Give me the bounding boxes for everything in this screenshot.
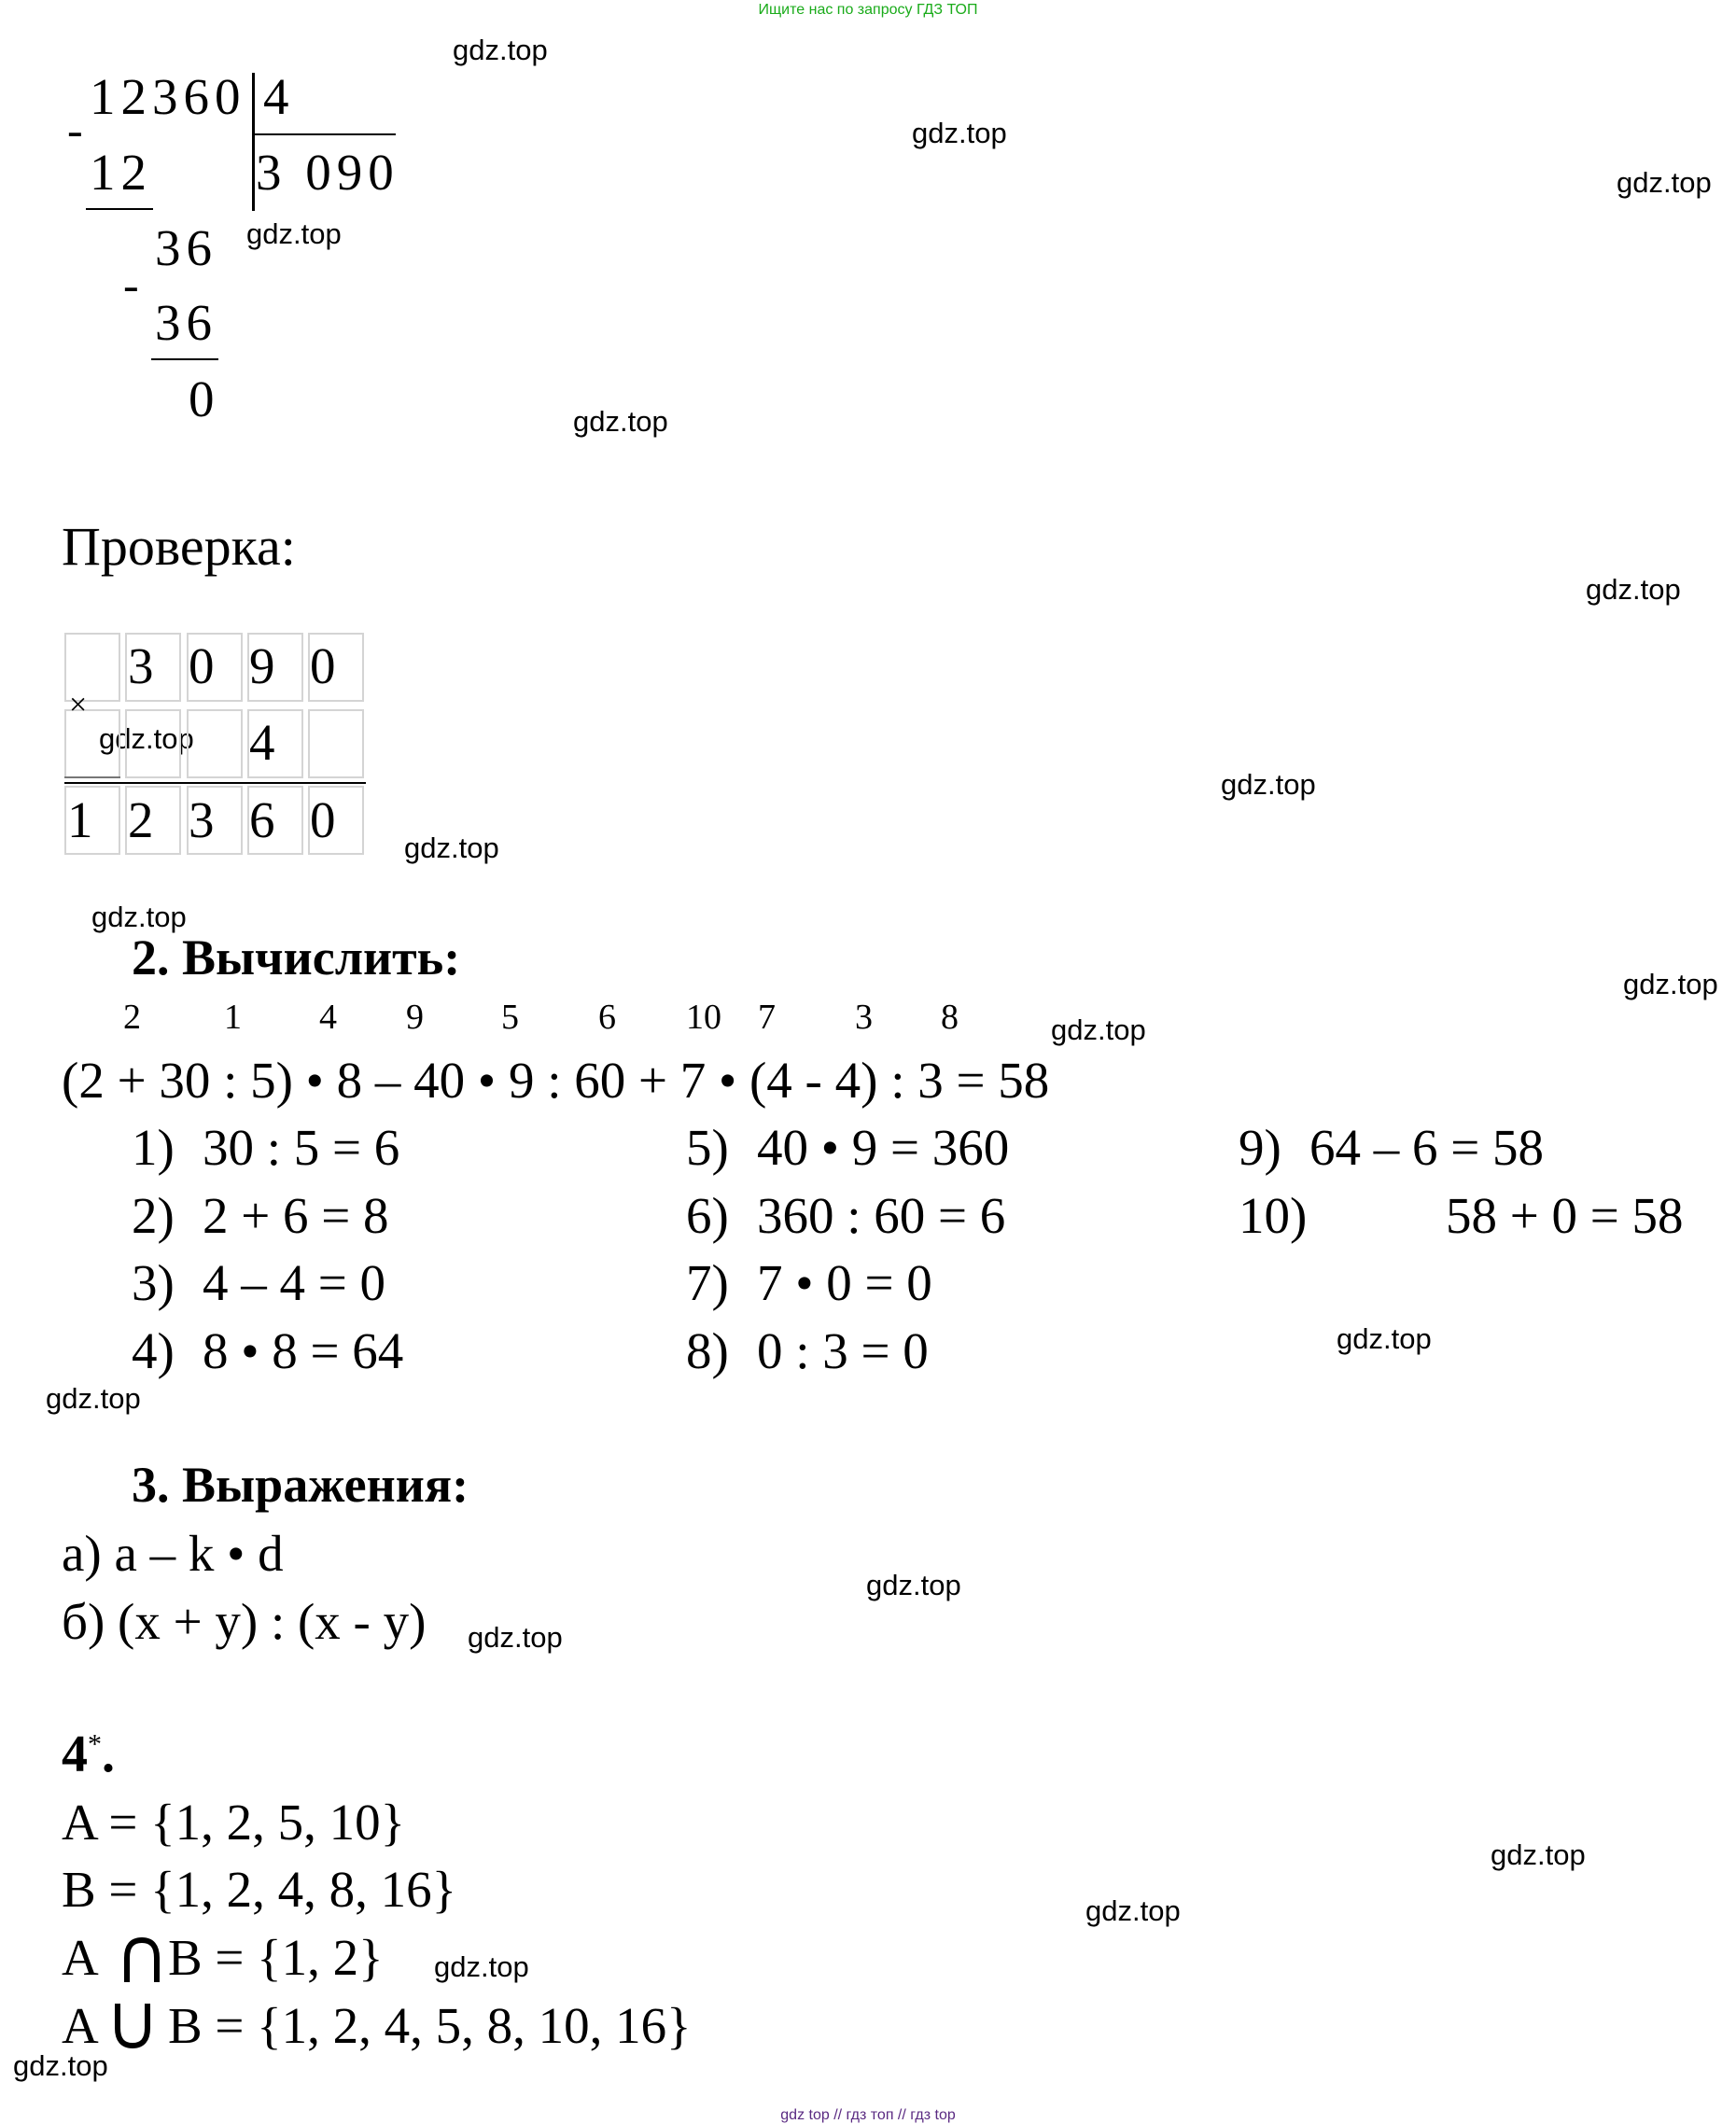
step-equation: 4 – 4 = 0: [203, 1254, 386, 1311]
watermark: gdz.top: [1491, 1838, 1586, 1871]
watermark: gdz.top: [866, 1569, 961, 1601]
grid-digit: 9: [249, 637, 275, 694]
partial-36: 36: [155, 219, 217, 276]
set-b: B = {1, 2, 4, 8, 16}: [62, 1861, 457, 1918]
watermark: gdz.top: [99, 722, 194, 755]
minus-sign: -: [67, 104, 83, 156]
task2-heading: 2. Вычислить:: [132, 929, 461, 985]
quotient: 3 090: [256, 144, 399, 201]
expression-a: а) a – k • d: [62, 1525, 284, 1582]
expression-b: б) (x + y) : (x - y): [62, 1593, 427, 1650]
order-number: 7: [758, 998, 776, 1037]
order-number: 1: [224, 998, 242, 1037]
grid-cell: [125, 709, 181, 778]
watermark: gdz.top: [1586, 573, 1681, 606]
order-number: 3: [855, 998, 873, 1037]
step-equation: 0 : 3 = 0: [757, 1322, 929, 1379]
watermark: gdz.top: [468, 1621, 563, 1654]
grid-digit: 3: [189, 791, 215, 848]
union-right: B = {1, 2, 4, 5, 8, 10, 16}: [168, 1997, 692, 2054]
step-number: 8): [686, 1322, 729, 1379]
result-line-double: [64, 776, 120, 778]
watermark: gdz.top: [1617, 166, 1712, 199]
divisor: 4: [263, 68, 295, 125]
step-equation: 40 • 9 = 360: [757, 1119, 1010, 1176]
step-equation: 8 • 8 = 64: [203, 1322, 404, 1379]
task4-heading: [62, 1725, 115, 1784]
top-banner: Ищите нас по запросу ГДЗ ТОП: [758, 2, 978, 18]
watermark: gdz.top: [1085, 1894, 1181, 1927]
quotient-line: [254, 133, 396, 135]
minus-sign: -: [123, 259, 139, 311]
watermark: gdz.top: [246, 217, 342, 250]
union-icon: [112, 2002, 153, 2050]
grid-digit: 3: [128, 637, 154, 694]
result-line: [64, 782, 366, 784]
order-number: 6: [598, 998, 616, 1037]
watermark: gdz.top: [1337, 1322, 1432, 1355]
underline-2: [151, 358, 218, 360]
step-equation: 58 + 0 = 58: [1446, 1187, 1684, 1244]
step-number: 10): [1239, 1187, 1308, 1244]
step-number: 3): [132, 1254, 175, 1311]
order-number: 9: [406, 998, 424, 1037]
step-number: 9): [1239, 1119, 1281, 1176]
step-equation: 30 : 5 = 6: [203, 1119, 400, 1176]
watermark: gdz.top: [1623, 968, 1718, 1000]
task4-star: *: [88, 1728, 102, 1760]
intersection-left: A: [62, 1929, 99, 1986]
watermark: gdz.top: [1221, 768, 1316, 801]
order-number: 5: [501, 998, 519, 1037]
watermark: gdz.top: [1051, 1013, 1146, 1046]
union-left: A: [62, 1997, 99, 2054]
remainder: 0: [189, 370, 220, 427]
order-number: 2: [123, 998, 141, 1037]
task4-number: 4: [62, 1726, 88, 1783]
times-sign: ×: [69, 688, 88, 722]
step-number: 1): [132, 1119, 175, 1176]
intersection-right: B = {1, 2}: [168, 1929, 384, 1986]
watermark: gdz.top: [573, 405, 668, 438]
grid-digit: 4: [249, 714, 275, 771]
watermark: gdz.top: [13, 2049, 108, 2082]
underline-1: [86, 208, 153, 210]
dividend: 12360: [90, 68, 246, 125]
step-equation: 2 + 6 = 8: [203, 1187, 389, 1244]
grid-digit: 6: [249, 791, 275, 848]
task4-dot: .: [102, 1726, 115, 1783]
watermark: gdz.top: [434, 1950, 529, 1983]
grid-digit: 0: [189, 637, 215, 694]
watermark: gdz.top: [453, 34, 548, 66]
step-equation: 64 – 6 = 58: [1309, 1119, 1545, 1176]
step-equation: 360 : 60 = 6: [757, 1187, 1006, 1244]
step-number: 5): [686, 1119, 729, 1176]
set-a: A = {1, 2, 5, 10}: [62, 1794, 406, 1851]
watermark: gdz.top: [404, 831, 499, 864]
grid-digit: 0: [310, 637, 336, 694]
step-number: 7): [686, 1254, 729, 1311]
step-number: 4): [132, 1322, 175, 1379]
grid-digit: 1: [67, 791, 93, 848]
grid-cell: [308, 709, 364, 778]
watermark: gdz.top: [912, 117, 1007, 149]
order-number: 10: [686, 998, 721, 1037]
bottom-banner: gdz top // гдз топ // гдз top: [780, 2107, 956, 2123]
task3-heading: 3. Выражения:: [132, 1457, 469, 1513]
step-number: 6): [686, 1187, 729, 1244]
order-number: 4: [319, 998, 337, 1037]
grid-digit: 0: [310, 791, 336, 848]
step-number: 2): [132, 1187, 175, 1244]
watermark: gdz.top: [91, 901, 187, 933]
watermark: gdz.top: [46, 1382, 141, 1415]
subtrahend-1: 12: [90, 144, 152, 201]
division-bar: [252, 73, 255, 211]
check-title: Проверка:: [62, 516, 296, 577]
task2-expression: (2 + 30 : 5) • 8 – 40 • 9 : 60 + 7 • (4 - 4) : 3 = 58: [62, 1052, 1050, 1109]
step-equation: 7 • 0 = 0: [757, 1254, 932, 1311]
order-number: 8: [941, 998, 959, 1037]
intersection-icon: [121, 1935, 162, 1984]
grid-digit: 2: [128, 791, 154, 848]
grid-cell: [187, 709, 243, 778]
subtrahend-2: 36: [155, 294, 217, 351]
